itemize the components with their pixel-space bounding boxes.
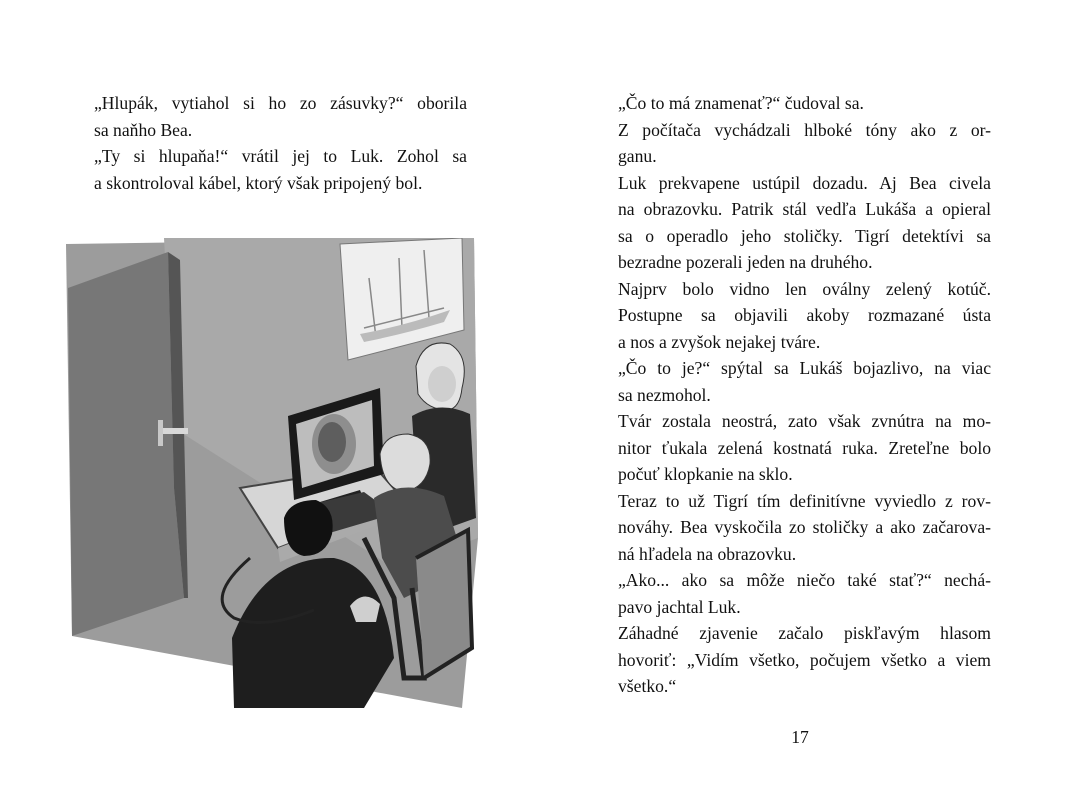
paragraph [600,408,991,488]
text-line: na obrazovku. Patrik stál vedľa Lukáša a opieral [618,199,991,219]
text-line: ná hľadela na obrazovku. [618,543,797,564]
text-line: Najprv bolo vidno len oválny zelený kotúč. [618,278,991,299]
text-line: Luk prekvapene ustúpil dozadu. Aj Bea civela [618,172,991,193]
door [68,252,188,636]
text-line: a skontroloval kábel, ktorý však pripojený bol. [94,172,423,193]
text-line: Z počítača vychádzali hlboké tóny ako z or- [618,119,991,140]
text-line: Postupne sa objavili akoby rozmazané ústa [618,305,991,325]
text-line: Záhadné zjavenie začalo piskľavým hlasom [618,623,991,643]
text-line: sa o operadlo jeho stoličky. Tigrí detektívi sa [618,225,991,246]
paragraph [600,488,991,568]
paragraph [600,620,991,700]
paragraph [600,90,991,117]
paragraph [600,567,991,620]
right-column [600,90,991,700]
paragraph [600,117,991,170]
text-line: „Ty si hlupaňa!“ vrátil jej to Luk. Zohol sa [94,146,467,166]
left-column [76,90,467,196]
illustration-icon [64,238,482,708]
text-line: bezradne pozerali jeden na druhého. [618,252,873,272]
paragraph [600,276,991,356]
text-line: nitor ťukala zelená kostnatá ruka. Zreteľne bolo [618,437,991,458]
text-line: ganu. [618,146,657,166]
page-number: 17 [791,727,809,747]
text-line: sa nezmohol. [618,384,711,405]
text-line: „Čo to je?“ spýtal sa Lukáš bojazlivo, na viac [618,358,991,378]
paragraph [76,143,467,196]
text-line: „Hlupák, vytiahol si ho zo zásuvky?“ oborila [94,93,467,113]
text-line: hovoriť: „Vidím všetko, počujem všetko a viem [618,649,991,670]
text-line: a nos a zvyšok nejakej tváre. [618,331,821,352]
paragraph [600,170,991,276]
paragraph [76,90,467,143]
text-line: „Čo to má znamenať?“ čudoval sa. [618,93,864,113]
text-line: nováhy. Bea vyskočila zo stoličky a ako začarova- [618,517,991,537]
text-line: Tvár zostala neostrá, zato však zvnútra na mo- [618,411,991,431]
paragraph [600,355,991,408]
text-line: „Ako... ako sa môže niečo také stať?“ nechá- [618,570,991,590]
text-line: pavo jachtal Luk. [618,596,741,617]
text-line: všetko.“ [618,676,677,696]
text-line: počuť klopkanie na sklo. [618,464,793,484]
text-line: Teraz to už Tigrí tím definitívne vyviedlo z rov- [618,490,991,511]
text-line: sa naňho Bea. [94,119,193,140]
